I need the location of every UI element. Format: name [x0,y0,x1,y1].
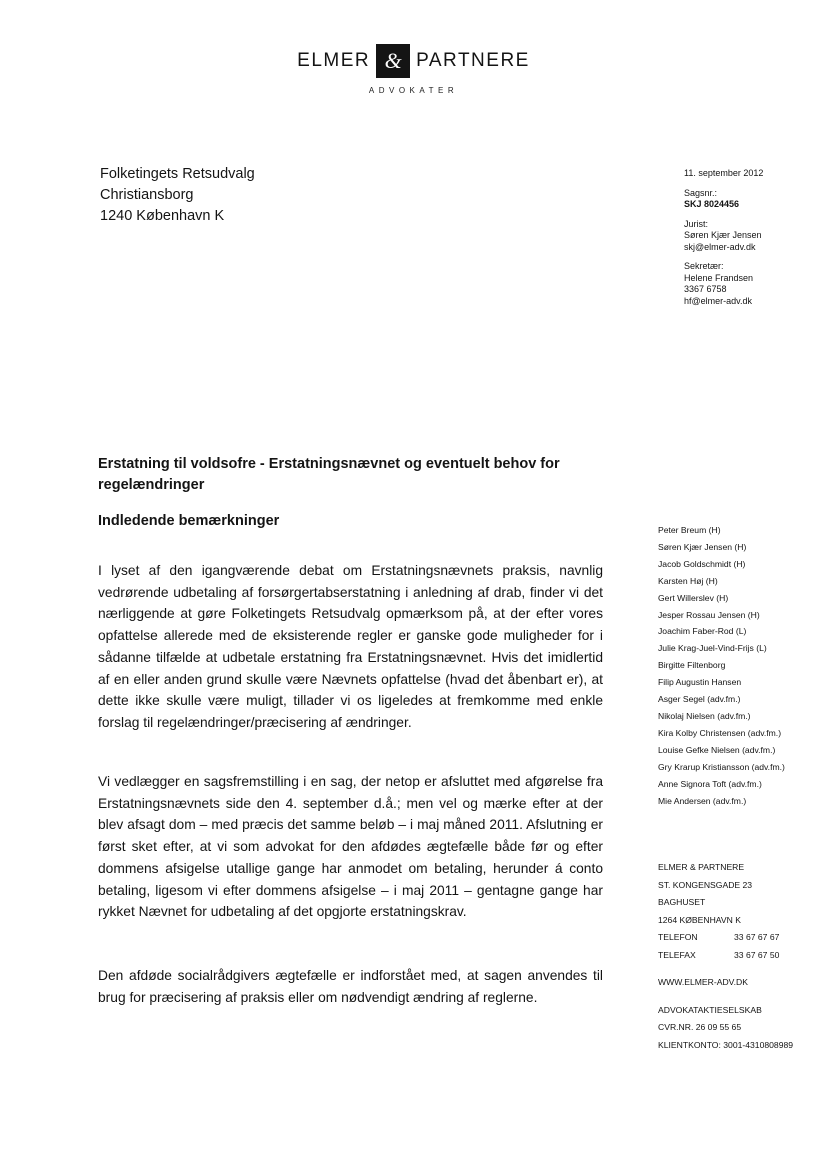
firm-client-account: KLIENTKONTO: 3001-4310808989 [658,1039,794,1050]
secretary-name: Helene Frandsen [684,272,754,283]
logo-text-left: ELMER [297,50,371,71]
letter-date: 11. september 2012 [684,168,764,178]
firm-city: 1264 KØBENHAVN K [658,914,741,925]
letter-meta [684,168,763,307]
firm-cvr: CVR.NR. 26 09 55 65 [658,1022,742,1032]
partner-item: Julie Krag-Juel-Vind-Frijs (L) [658,643,767,654]
partner-item: Søren Kjær Jensen (H) [658,541,747,552]
partner-item: Kira Kolby Christensen (adv.fm.) [658,727,782,738]
firm-info [658,859,793,1054]
partner-item: Birgitte Filtenborg [658,660,726,671]
fax-label: TELEFAX [658,949,696,960]
secretary-label: Sekretær: [684,261,724,271]
partner-item: Peter Breum (H) [658,525,721,535]
recipient-line: Folketingets Retsudvalg [100,166,255,182]
phone-number: 33 67 67 67 [734,932,780,942]
jurist-name: Søren Kjær Jensen [684,230,762,240]
recipient-line: 1240 København K [100,208,225,224]
partner-item: Nikolaj Nielsen (adv.fm.) [658,710,751,721]
partner-item: Asger Segel (adv.fm.) [658,694,741,705]
firm-street: ST. KONGENSGADE 23 [658,879,753,890]
jurist-label: Jurist: [684,218,709,229]
fax-number: 33 67 67 50 [734,949,780,960]
partner-item: Mie Andersen (adv.fm.) [658,795,747,806]
body-paragraph: I lyset af den igangværende debat om Erstatningsnævnets praksis, navnlig vedrørende udbetaling af forsørgertabserstatning i anledning af drab, finder vi det nærliggende at gøre Folketingets Retsudvalg opmærksom på, at der efter vores opfattelse allerede med de eksisterende regler er ganske gode muligheder for i sådanne tilfælde at udbetale erstatning fra Erstatningsnævnet. Hvis det imidlertid af en eller anden grund skulle være Nævnets opfattelse (hvad det åbenbart er), at dette ikke skulle være muligt, tillader vi os ligeledes at fremkomme med enkle forslag til regelændringer/præcisering af ændringer. [98,563,603,730]
firm-fax-row [658,947,793,965]
partner-item: Jesper Rossau Jensen (H) [658,609,760,620]
letterhead-logo [0,44,827,78]
phone-label: TELEFON [658,932,698,942]
partner-item: Jacob Goldschmidt (H) [658,558,746,569]
firm-company-type: ADVOKATAKTIESELSKAB [658,1004,762,1015]
partner-item: Anne Signora Toft (adv.fm.) [658,778,762,789]
firm-phone-row [658,929,793,947]
firm-website: WWW.ELMER-ADV.DK [658,977,748,987]
firm-name: ELMER & PARTNERE [658,862,745,872]
partner-item: Joachim Faber-Rod (L) [658,626,747,637]
section-heading: Indledende bemærkninger [98,513,280,529]
secretary-email: hf@elmer-adv.dk [684,295,752,306]
secretary-phone: 3367 6758 [684,284,727,294]
firm-building: BAGHUSET [658,897,706,907]
logo-subtitle: ADVOKATER [368,86,459,95]
logo-ampersand-mark: & [376,44,410,78]
body-paragraph: Den afdøde socialrådgivers ægtefælle er indforstået med, at sagen anvendes til brug for præcisering af praksis eller om nødvendigt ændring af reglerne. [98,968,603,1005]
letter-title: Erstatning til voldsofre - Erstatningsnævnet og eventuelt behov for regelændringer [98,456,560,493]
recipient-line: Christiansborg [100,187,194,203]
partner-item: Gert Willerslev (H) [658,592,729,603]
case-number: SKJ 8024456 [684,199,740,209]
partner-item: Karsten Høj (H) [658,575,718,586]
recipient-address [100,164,255,227]
partner-item: Filip Augustin Hansen [658,677,742,688]
partners-list [658,522,785,809]
partner-item: Gry Krarup Kristiansson (adv.fm.) [658,761,785,772]
case-label: Sagsnr.: [684,187,718,198]
body-paragraph: Vi vedlægger en sagsfremstilling i en sag, der netop er afsluttet med afgørelse fra Erstatningsnævnets side den 4. september d.å.; men vel og mærke efter at der blev afsagt dom – med præcis det samme beløb – i maj måned 2011. Afslutning er først sket efter, at vi som advokat for den afdødes ægtefælle både før og efter dommens afsigelse utallige gange har anmodet om betaling, herunder á conto betaling, ligesom vi efter dommens afsigelse – i maj 2011 – gentagne gange har rykket Nævnet for udbetaling af det opgjorte erstatningskrav. [98,774,603,920]
logo-text-right: PARTNERE [416,50,530,71]
jurist-email: skj@elmer-adv.dk [684,241,756,252]
partner-item: Louise Gefke Nielsen (adv.fm.) [658,744,776,755]
